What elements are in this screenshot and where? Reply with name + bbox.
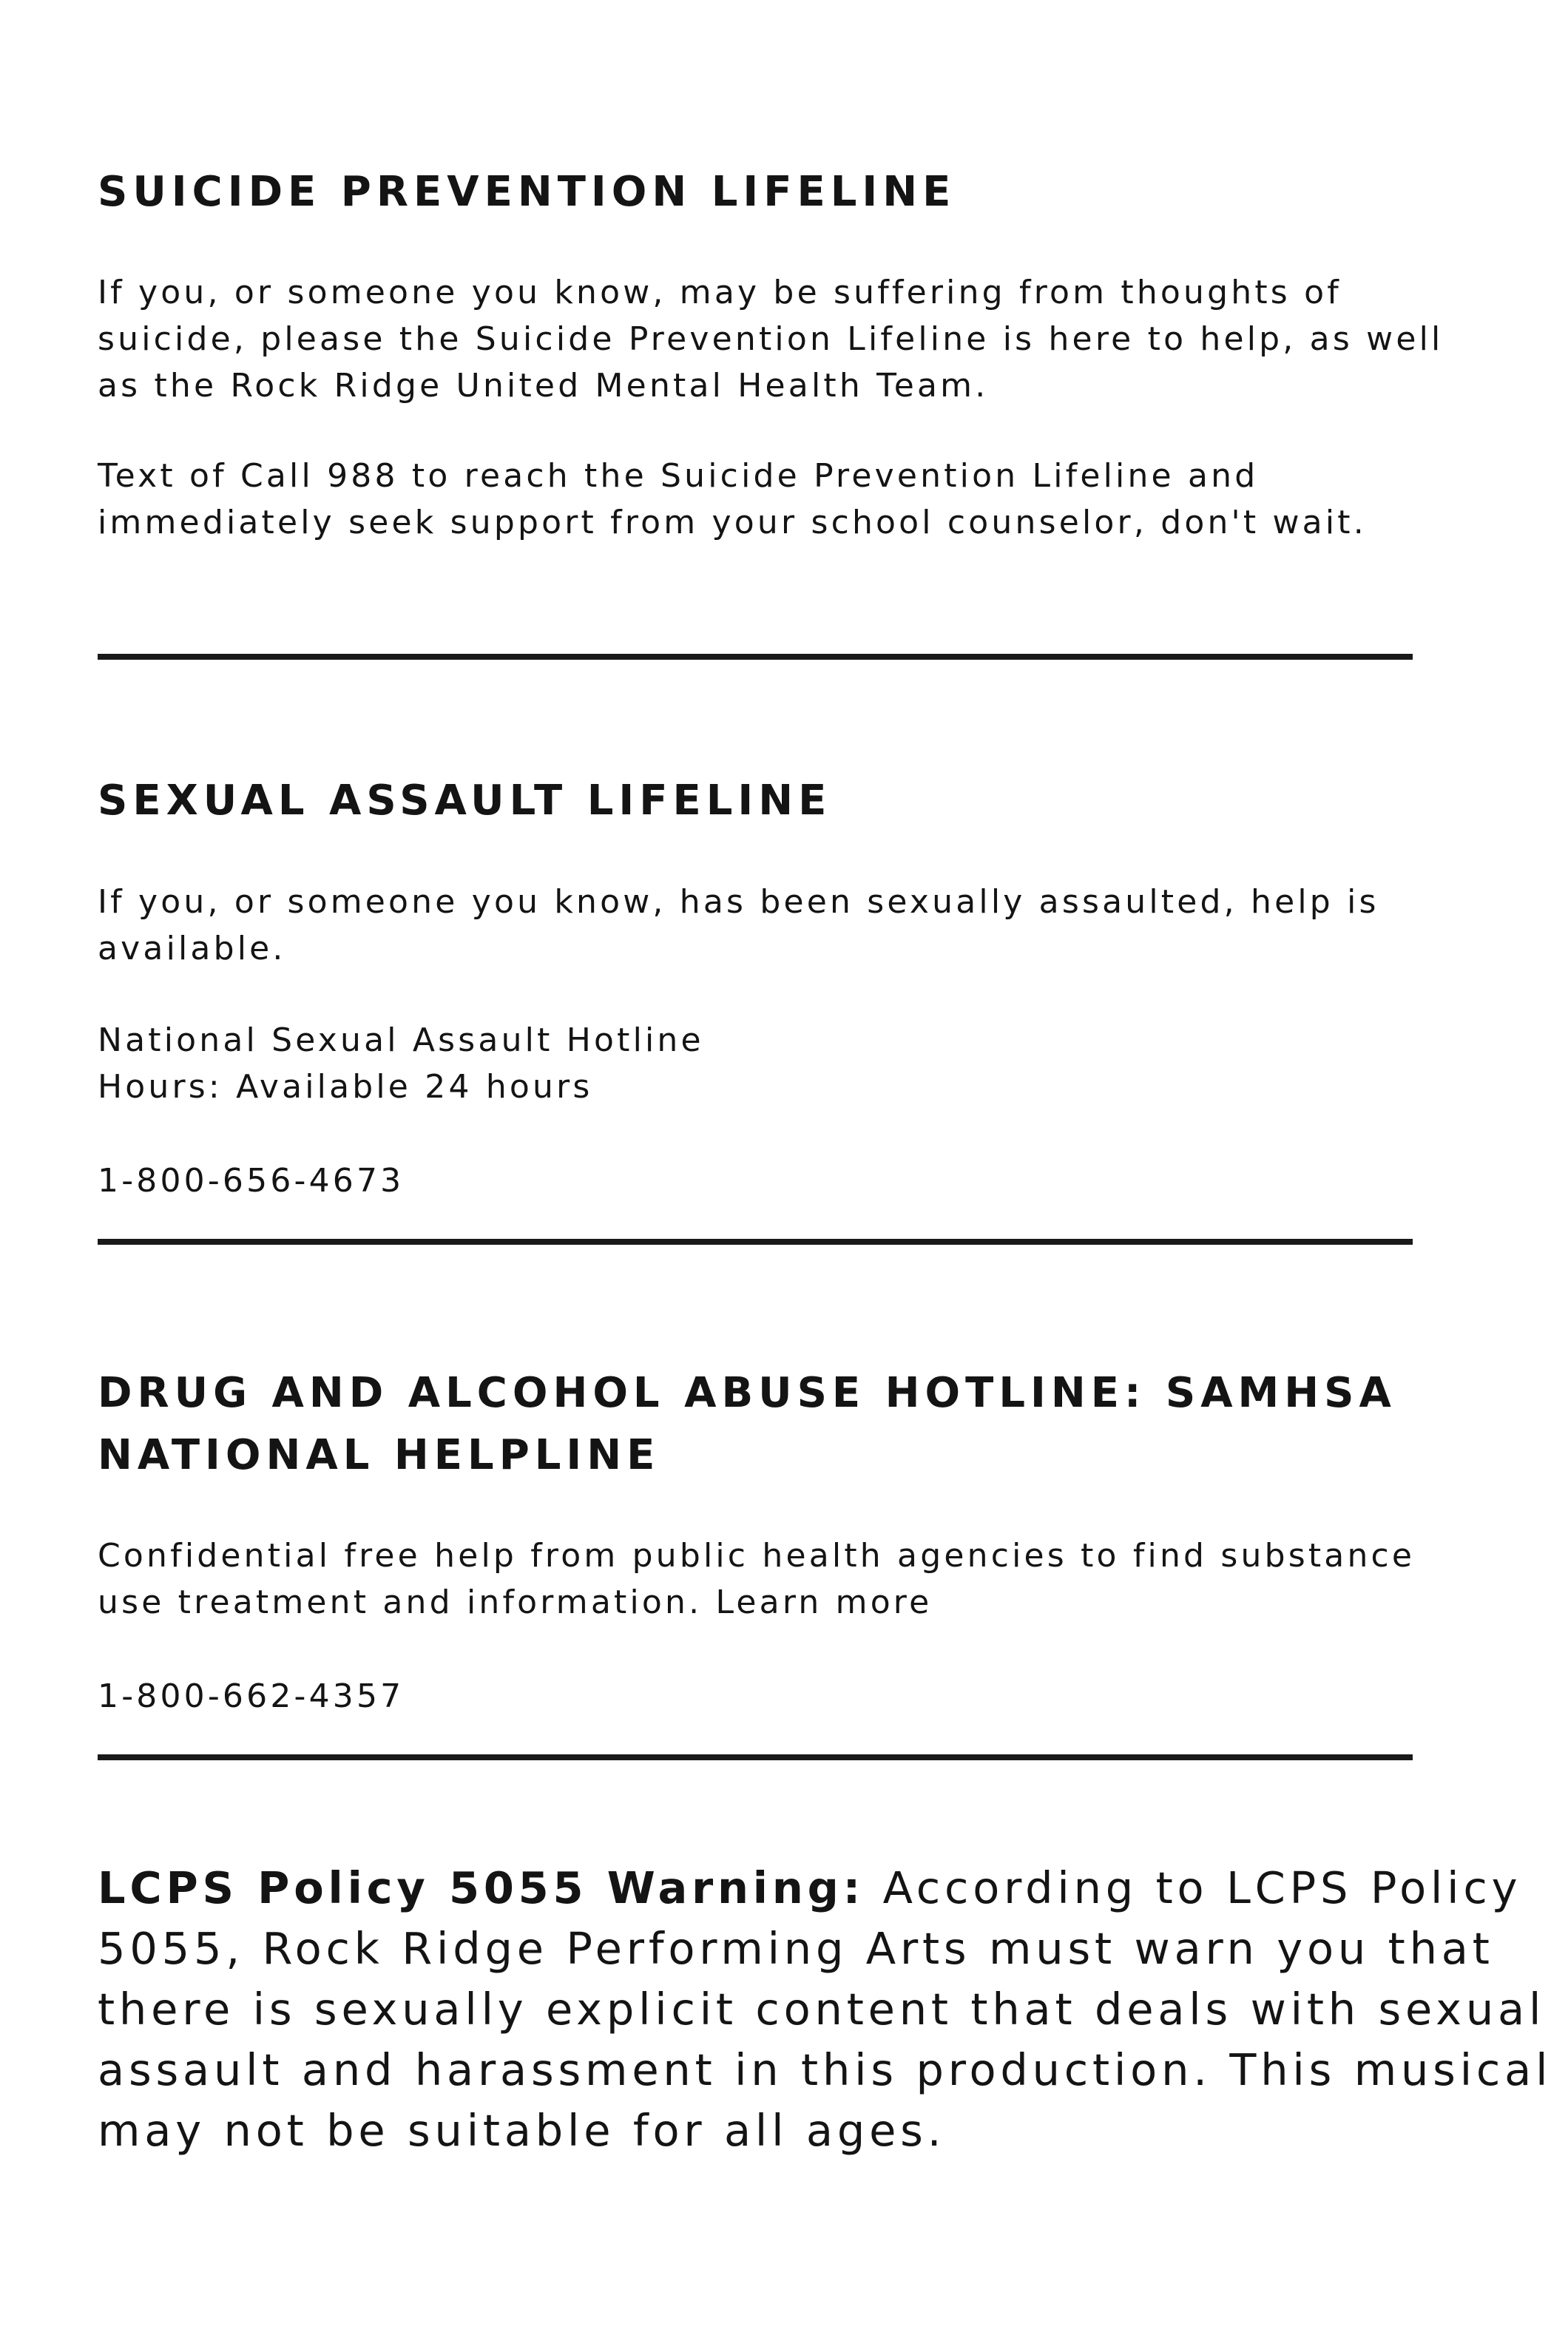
drug-alcohol-heading bbox=[98, 1362, 1396, 1487]
phone-number-link[interactable]: 1-800-656-4673 bbox=[98, 1162, 405, 1200]
warning-label: LCPS Policy 5055 Warning: bbox=[98, 1862, 865, 1913]
section-divider bbox=[98, 654, 1413, 660]
text-line: use treatment and information. Learn more bbox=[98, 1584, 933, 1621]
section-divider bbox=[98, 1239, 1413, 1245]
text-line: If you, or someone you know, may be suffering from thoughts of bbox=[98, 274, 1342, 311]
sexual-assault-intro bbox=[98, 879, 1379, 972]
warning-text: According to LCPS Policy bbox=[865, 1862, 1522, 1913]
heading-line: DRUG AND ALCOHOL ABUSE HOTLINE: SAMHSA bbox=[98, 1369, 1396, 1417]
warning-text-line: assault and harassment in this production. This musical bbox=[98, 2044, 1552, 2095]
heading-line: NATIONAL HELPLINE bbox=[98, 1431, 660, 1479]
hotline-name: National Sexual Assault Hotline bbox=[98, 1021, 704, 1059]
hotline-hours: Hours: Available 24 hours bbox=[98, 1068, 593, 1106]
text-line: immediately seek support from your school counselor, don't wait. bbox=[98, 504, 1367, 541]
text-line: available. bbox=[98, 930, 286, 967]
text-line: Confidential free help from public health agencies to find substance bbox=[98, 1537, 1416, 1575]
warning-text-line: there is sexually explicit content that deals with sexual bbox=[98, 1984, 1546, 2035]
text-line: as the Rock Ridge United Mental Health Team. bbox=[98, 367, 989, 405]
drug-alcohol-description bbox=[98, 1532, 1415, 1626]
sexual-assault-hotline-info bbox=[98, 1017, 704, 1110]
warning-first-line bbox=[98, 1858, 1552, 1919]
policy-warning bbox=[98, 1858, 1552, 2161]
text-line: Text of Call 988 to reach the Suicide Prevention Lifeline and bbox=[98, 457, 1259, 495]
text-line: suicide, please the Suicide Prevention Lifeline is here to help, as well bbox=[98, 320, 1444, 358]
text-line: If you, or someone you know, has been sexually assaulted, help is bbox=[98, 883, 1379, 921]
section-divider bbox=[98, 1754, 1413, 1760]
sexual-assault-phone[interactable] bbox=[98, 1157, 404, 1204]
warning-text-line: 5055, Rock Ridge Performing Arts must warn you that bbox=[98, 1923, 1494, 1974]
suicide-prevention-intro bbox=[98, 269, 1443, 409]
sexual-assault-heading: SEXUAL ASSAULT LIFELINE bbox=[98, 777, 832, 825]
warning-text-line: may not be suitable for all ages. bbox=[98, 2105, 946, 2156]
suicide-prevention-call-text bbox=[98, 453, 1367, 546]
phone-number-link[interactable]: 1-800-662-4357 bbox=[98, 1677, 405, 1715]
suicide-prevention-heading: SUICIDE PREVENTION LIFELINE bbox=[98, 168, 956, 216]
drug-alcohol-phone[interactable] bbox=[98, 1673, 404, 1720]
